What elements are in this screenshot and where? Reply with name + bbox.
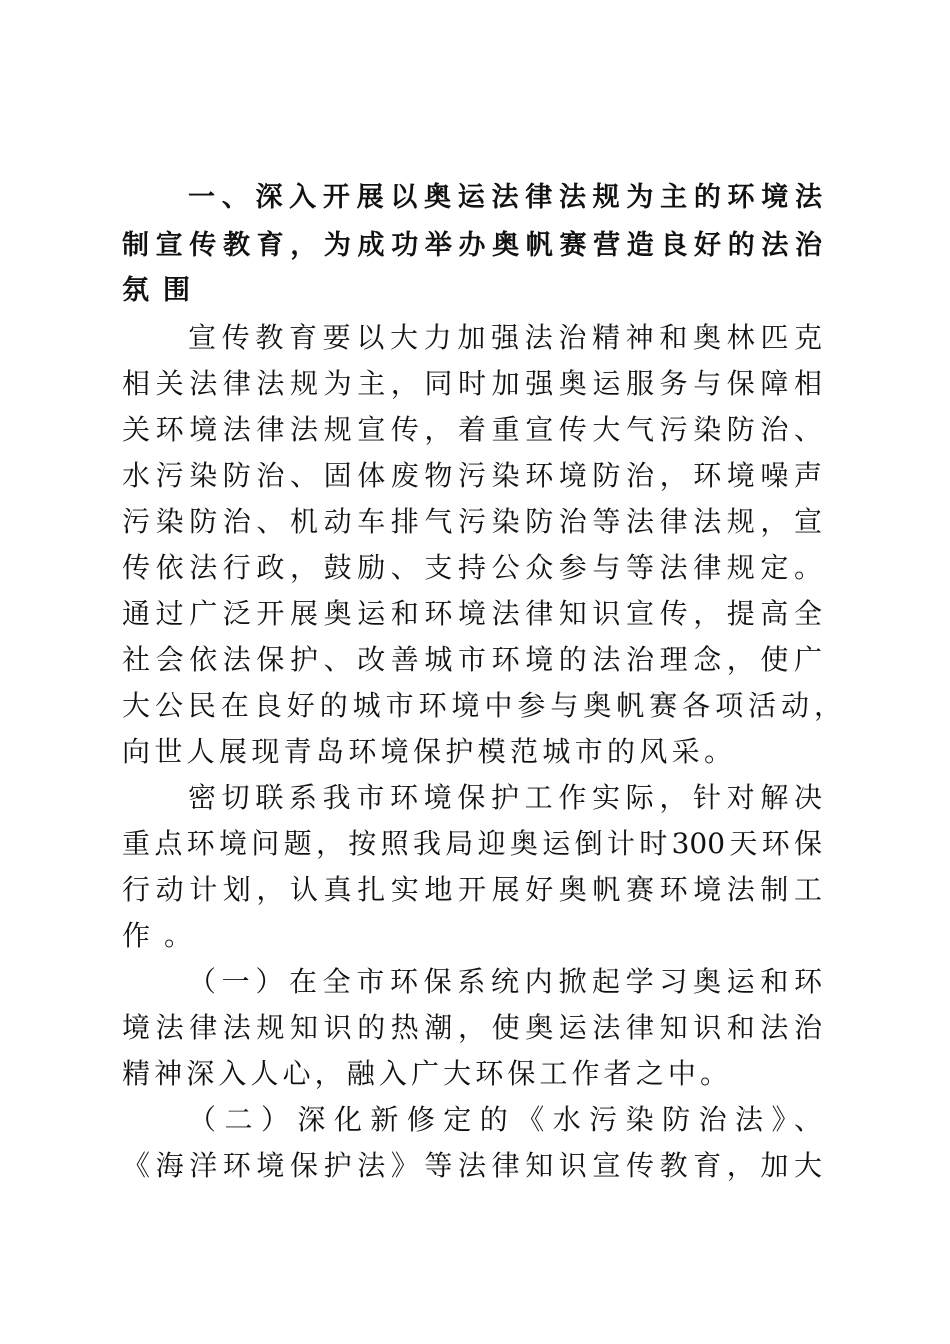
paragraph-line: 通过广泛开展奥运和环境法律知识宣传，提高全 xyxy=(122,597,822,630)
paragraph-line: （一）在全市环保系统内掀起学习奥运和环 xyxy=(188,965,822,998)
section-heading-line: 氛围 xyxy=(122,275,204,306)
section-heading-line: 制宣传教育，为成功举办奥帆赛营造良好的法治 xyxy=(122,230,822,261)
paragraph-line: 向世人展现青岛环境保护模范城市的风采。 xyxy=(122,735,732,768)
paragraph-line: 相关法律法规为主，同时加强奥运服务与保障相 xyxy=(122,367,822,400)
paragraph-line: 水污染防治、固体废物污染环境防治，环境噪声 xyxy=(122,459,822,492)
paragraph-line: 社会依法保护、改善城市环境的法治理念，使广 xyxy=(122,643,822,676)
paragraph-line: 精神深入人心，融入广大环保工作者之中。 xyxy=(122,1057,728,1090)
paragraph-line: 重点环境问题，按照我局迎奥运倒计时300天环保 xyxy=(122,827,822,860)
paragraph-line: 密切联系我市环境保护工作实际，针对解决 xyxy=(188,781,822,814)
paragraph-line: 大公民在良好的城市环境中参与奥帆赛各项活动， xyxy=(122,689,842,722)
paragraph-line: 境法律法规知识的热潮，使奥运法律知识和法治 xyxy=(122,1011,822,1044)
paragraph-line: 宣传教育要以大力加强法治精神和奥林匹克 xyxy=(188,321,822,354)
paragraph-line: （二）深化新修定的《水污染防治法》、 xyxy=(188,1103,822,1136)
paragraph-line: 作。 xyxy=(122,919,207,952)
paragraph-line: 污染防治、机动车排气污染防治等法律法规，宣 xyxy=(122,505,822,538)
paragraph-line: 关环境法律法规宣传，着重宣传大气污染防治、 xyxy=(122,413,822,446)
paragraph-line: 行动计划，认真扎实地开展好奥帆赛环境法制工 xyxy=(122,873,822,906)
section-heading-line: 一、深入开展以奥运法律法规为主的环境法 xyxy=(188,182,822,213)
paragraph-line: 传依法行政，鼓励、支持公众参与等法律规定。 xyxy=(122,551,822,584)
paragraph-line: 《海洋环境保护法》等法律知识宣传教育，加大 xyxy=(122,1149,822,1182)
